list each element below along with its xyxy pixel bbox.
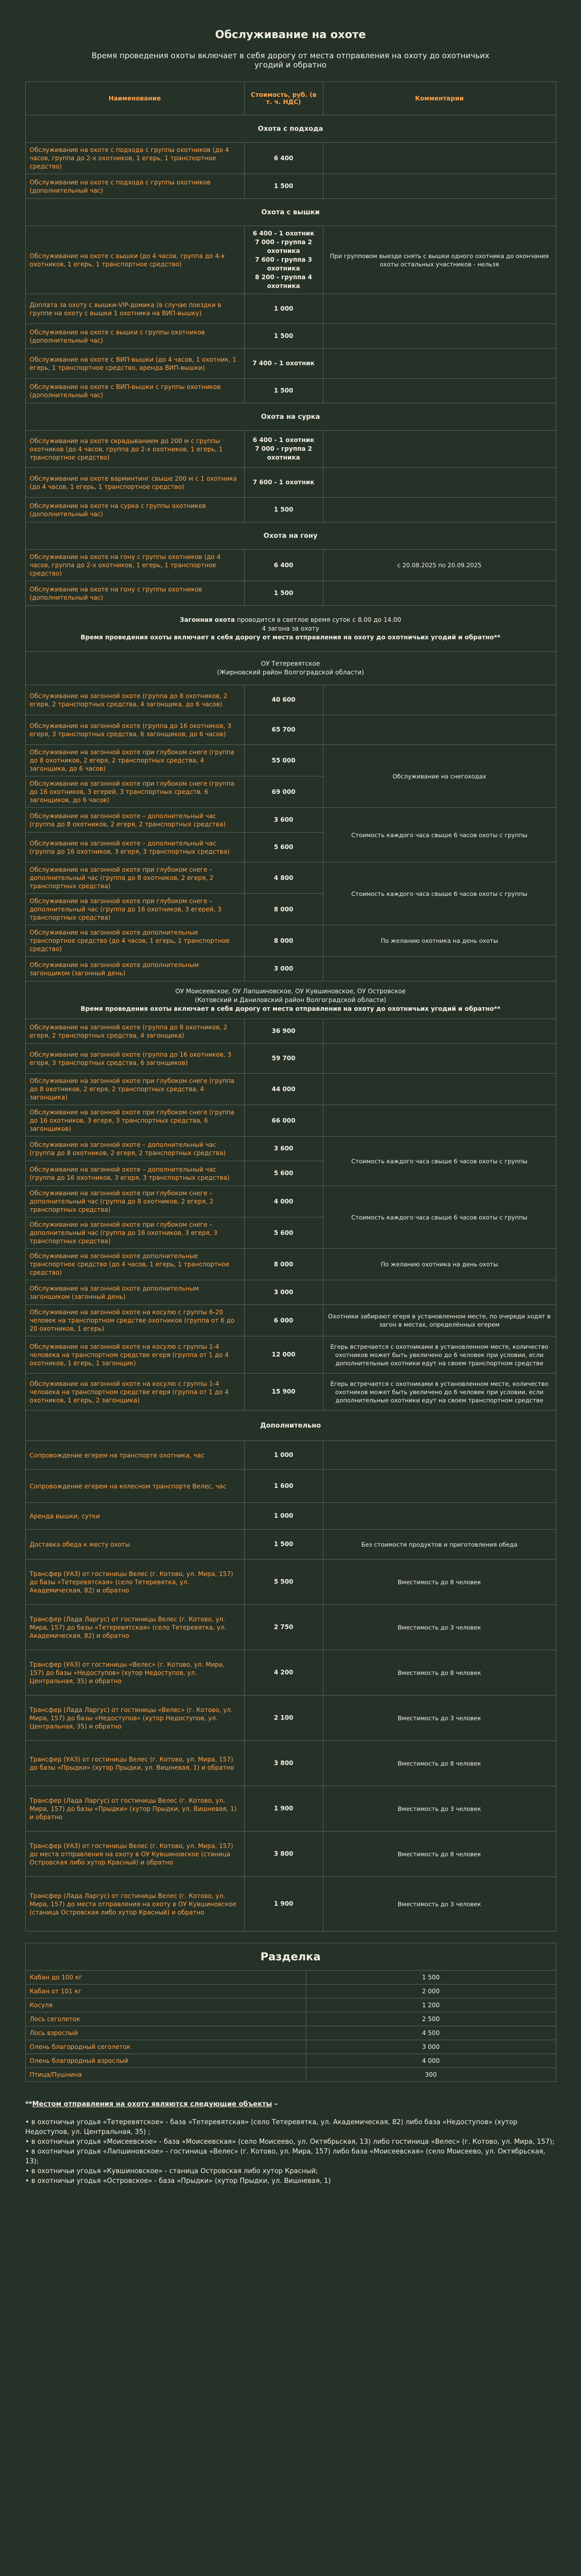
service-price: 3 600 [244, 1137, 323, 1161]
section-row [25, 199, 556, 226]
service-name: Трансфер (УАЗ) от гостиницы Велес (г. Котово, ул. Мира, 157) до базы «Прыдки» (хутор Прыдки, ул. Вишневая, 1) и обратно [25, 1741, 244, 1786]
price-table [25, 81, 556, 1931]
zagon-title-line: ОУ Тетеревятское [261, 660, 320, 667]
service-price: 1 500 [244, 498, 323, 522]
table-row [25, 143, 556, 174]
razdelka-price: 3 000 [306, 2040, 556, 2054]
service-price: 1 600 [244, 1470, 323, 1503]
service-name: Обслуживание на загонной охоте при глубоком снеге (группа до 16 охотников, 3 егерей, 3 транспортных средств, 6 загонщиков, до 6 часов) [25, 776, 244, 808]
service-name: Обслуживание на загонной охоте при глубоком снеге – дополнительный час (группа до 8 охотников, 2 егеря, 2 транспортных средства) [25, 1186, 244, 1217]
service-price: 1 500 [244, 324, 323, 349]
service-name: Обслуживание на охоте варминтинг свыше 200 м с 1 охотника (до 4 часов, 1 егерь, 1 транспортное средство) [25, 468, 244, 498]
service-name: Обслуживание на загонной охоте – дополнительный час (группа до 16 охотников, 3 егеря, 3 транспортных средства) [25, 833, 244, 862]
table-row [25, 1877, 556, 1931]
razdelka-price: 2 500 [306, 2012, 556, 2026]
service-price: 7 400 – 1 охотник [244, 349, 323, 379]
razdelka-row [25, 2068, 556, 2082]
service-comment: Егерь встречается с охотниками в установленном месте, количество охотников может быть увеличено до 6 человек при условии, если дополнительные охотники едут на своем транспортном средстве [323, 1374, 556, 1411]
service-name: Трансфер (Лада Ларгус) от гостиницы Велес (г. Котово, ул. Мира, 157) до места отправления на охоту в ОУ Кувшиновское (станица Островская либо хутор Красный) и обратно [25, 1877, 244, 1931]
zagon-info-hours: проводится в светлое время суток с 8.00 до 14.00 [235, 616, 401, 623]
table-row [25, 468, 556, 498]
service-name: Обслуживание на охоте с подхода с группы охотников (до 4 часов, группа до 2-х охотников, 1 егерь, 1 транспортное средство) [25, 143, 244, 174]
razdelka-row [25, 2026, 556, 2040]
footer-item: • в охотничьи угодья «Лапшиновское» - гостиница «Велес» (г. Котово, ул. Мира, 157) либо база «Моисеевская» (село Моисеево, ул. Октябрьская, 13); [25, 2148, 545, 2165]
service-comment [323, 1105, 556, 1137]
table-row [25, 1374, 556, 1411]
service-comment [323, 1470, 556, 1503]
razdelka-row [25, 2012, 556, 2026]
service-comment [323, 431, 556, 468]
section-row [25, 115, 556, 143]
service-name: Обслуживание на загонной охоте – дополнительный час (группа до 16 охотников, 3 егеря, 3 транспортных средства) [25, 1161, 244, 1186]
footer-item: • в охотничьи угодья «Моисеевское» - база «Моисеевская» (село Моисеево, ул. Октябрьская, 13) либо гостиница «Велес» (г. Котово, ул. Мира, 157); [25, 2138, 555, 2146]
table-row [25, 581, 556, 606]
service-name: Трансфер (УАЗ) от гостиницы Велес (г. Котово, ул. Мира, 157) до места отправления на охоту в ОУ Кувшиновское (станица Островская либо хутор Красный) и обратно [25, 1832, 244, 1877]
table-row [25, 1786, 556, 1832]
service-name: Обслуживание на загонной охоте дополнительным загонщиком (загонный день) [25, 1280, 244, 1305]
service-name: Трансфер (Лада Ларгус) от гостиницы Велес (г. Котово, ул. Мира, 157) до базы «Прыдки» (хутор Прыдки, ул. Вишневая, 1) и обратно [25, 1786, 244, 1832]
service-name: Обслуживание на загонной охоте при глубоком снеге (группа до 8 охотников, 2 егеря, 2 транспортных средства, 4 загонщика) [25, 1074, 244, 1105]
razdelka-table [25, 1943, 556, 2082]
header-name: Наименование [25, 82, 244, 115]
table-row [25, 1696, 556, 1741]
service-name: Обслуживание на загонной охоте на косулю с группы 1-4 человека на транспортном средстве егеря (группа от 1 до 4 охотников, 1 егерь, 1 загонщик) [25, 1336, 244, 1374]
service-name: Доплата за охоту с вышки-VIP-домика (в случае поездки в группе на охоту с вышки 1 охотника на ВИП-вышку) [25, 294, 244, 324]
table-row [25, 1305, 556, 1336]
service-comment: Вместимость до 8 человек [323, 1832, 556, 1877]
table-row [25, 957, 556, 981]
service-price: 1 500 [244, 581, 323, 606]
service-price: 7 600 - 1 охотник [244, 468, 323, 498]
zagon-title-line: Время проведения охоты включает в себя дорогу от места отправления на охоту до охотничьих угодий и обратно** [80, 1005, 501, 1012]
service-price: 15 900 [244, 1374, 323, 1411]
table-row [25, 715, 556, 745]
service-price: 66 000 [244, 1105, 323, 1137]
zagon-info-row [25, 606, 556, 652]
service-name: Обслуживание на загонной охоте дополнительные транспортное средство (до 4 часов, 1 егерь, 1 транспортное средство) [25, 925, 244, 957]
service-price: 2 750 [244, 1605, 323, 1650]
service-name: Обслуживание на охоте с вышки с группы охотников (дополнительный час) [25, 324, 244, 349]
service-comment [323, 1280, 556, 1305]
service-price: 1 500 [244, 174, 323, 199]
service-price: 3 800 [244, 1741, 323, 1786]
page-title: Обслуживание на охоте [215, 28, 366, 41]
service-name: Обслуживание на загонной охоте – дополнительный час (группа до 8 охотников, 2 егеря, 2 транспортных средства) [25, 808, 244, 833]
razdelka-name: Лось сеголеток [25, 2012, 306, 2026]
service-comment [323, 349, 556, 379]
service-comment: По желанию охотника на день охоты [323, 925, 556, 957]
section-title: Охота на сурка [25, 403, 556, 431]
table-row [25, 1832, 556, 1877]
service-price: 36 900 [244, 1019, 323, 1044]
razdelka-name: Кабан до 100 кг [25, 1971, 306, 1985]
service-name: Обслуживание на загонной охоте (группа до 16 охотников, 3 егеря, 3 транспортных средства, 6 загонщиков) [25, 1044, 244, 1074]
service-comment: Вместимость до 3 человек [323, 1877, 556, 1931]
service-comment: Стоимость каждого часа свыше 6 часов охоты с группы [323, 862, 556, 925]
service-price: 44 000 [244, 1074, 323, 1105]
section-title: Охота с вышки [25, 199, 556, 226]
table-row [25, 1336, 556, 1374]
zagon-title-row [25, 981, 556, 1019]
razdelka-price: 1 200 [306, 1998, 556, 2012]
service-comment: Вместимость до 3 человек [323, 1605, 556, 1650]
razdelka-row [25, 2040, 556, 2054]
footer-notes [25, 2082, 556, 2186]
service-comment: Егерь встречается с охотниками в установленном месте, количество охотников может быть увеличено до 6 человек при условии, если дополнительные охотники едут на своем транспортном средстве [323, 1336, 556, 1374]
service-price: 8 000 [244, 1249, 323, 1280]
razdelka-title-row [25, 1943, 556, 1971]
table-row [25, 1280, 556, 1305]
zagon-info-note: Время проведения охоты включает в себя дорогу от места отправления на охоту до охотничьих угодий и обратно** [80, 633, 501, 641]
zagon-info-count: 4 загона за охоту [262, 624, 319, 632]
zagon-title-line: (Жирновский район Волгоградской области) [217, 669, 364, 676]
footer-item: • в охотничьи угодья «Кувшиновское» - станица Островская либо хутор Красный; [25, 2167, 318, 2175]
section-title: Охота с подхода [25, 115, 556, 143]
service-name: Сопровождение егерем на транспорте охотника, час [25, 1441, 244, 1470]
service-price: 1 000 [244, 1441, 323, 1470]
service-name: Обслуживание на загонной охоте при глубоком снеге – дополнительный час (группа до 8 охотников, 2 егеря, 2 транспортных средства) [25, 862, 244, 894]
service-price: 3 000 [244, 957, 323, 981]
service-price: 5 600 [244, 833, 323, 862]
service-price: 3 800 [244, 1832, 323, 1877]
razdelka-title: Разделка [25, 1943, 556, 1971]
service-comment [323, 379, 556, 403]
service-name: Трансфер (УАЗ) от гостиницы Велес (г. Котово, ул. Мира, 157) до базы «Тетеревятская» (село Тетеревятка, ул. Академическая, 82) и обратно [25, 1560, 244, 1605]
service-comment: Вместимость до 8 человек [323, 1650, 556, 1696]
service-name: Аренда вышки, сутки [25, 1503, 244, 1530]
service-name: Обслуживание на загонной охоте дополнительные транспортное средство (до 4 часов, 1 егерь, 1 транспортное средство) [25, 1249, 244, 1280]
table-row [25, 349, 556, 379]
service-price: 3 000 [244, 1280, 323, 1305]
zagon-title-line: (Котовский и Даниловский район Волгоградской области) [195, 996, 386, 1004]
table-row [25, 1019, 556, 1044]
razdelka-name: Косуля [25, 1998, 306, 2012]
razdelka-row [25, 1998, 556, 2012]
zagon-title [25, 652, 556, 685]
table-row [25, 1503, 556, 1530]
service-price: 59 700 [244, 1044, 323, 1074]
service-price: 55 000 [244, 745, 323, 776]
zagon-info [25, 606, 556, 652]
service-comment: Стоимость каждого часа свыше 6 часов охоты с группы [323, 1186, 556, 1249]
service-price: 5 500 [244, 1560, 323, 1605]
service-comment [323, 468, 556, 498]
table-row [25, 685, 556, 715]
service-comment [323, 1044, 556, 1074]
service-name: Доставка обеда к месту охоты [25, 1530, 244, 1560]
table-row [25, 324, 556, 349]
service-name: Трансфер (Лада Ларгус) от гостиницы «Велес» (г. Котово, ул. Мира, 157) до базы «Недоступов» (хутор Недоступов, ул. Центральная, 35) и обратно [25, 1696, 244, 1741]
service-comment [323, 685, 556, 715]
service-comment [323, 174, 556, 199]
zagon-title-row [25, 652, 556, 685]
service-name: Обслуживание на загонной охоте (группа до 16 охотников, 3 егеря, 3 транспортных средства, 6 загонщиков, до 6 часов) [25, 715, 244, 745]
table-row [25, 498, 556, 522]
service-price: 69 000 [244, 776, 323, 808]
table-row [25, 1530, 556, 1560]
service-name: Сопровождение егерем на колесном транспорте Велес, час [25, 1470, 244, 1503]
table-row [25, 1044, 556, 1074]
service-price: 5 600 [244, 1217, 323, 1249]
service-comment [323, 581, 556, 606]
footer-heading-underlined: Местом отправления на охоту являются следующие объекты [32, 2100, 272, 2108]
footer-item: • в охотничьи угодья «Островское» - база «Прыдки» (хутор Прыдки, ул. Вишневая, 1) [25, 2177, 331, 2185]
service-comment: Охотники забирают егеря в установленном месте, по очереди ходят в загон в местах, определённых егерем [323, 1305, 556, 1336]
service-comment [323, 143, 556, 174]
table-row [25, 745, 556, 776]
service-name: Обслуживание на загонной охоте на косулю с группы 1-4 человека на транспортном средстве егеря (группа от 1 до 4 охотников, 1 егерь, 2 загонщика) [25, 1374, 244, 1411]
razdelka-name: Кабан от 101 кг [25, 1985, 306, 1998]
service-price: 6 400 - 1 охотник 7 000 - группа 2 охотника 7 600 - группа 3 охотника 8 200 - группа 4 охотника [244, 226, 323, 294]
service-name: Обслуживание на загонной охоте при глубоком снеге – дополнительный час (группа до 16 охотников, 3 егерей, 3 транспортных средства) [25, 894, 244, 925]
razdelka-price: 300 [306, 2068, 556, 2082]
service-price: 6 000 [244, 1305, 323, 1336]
service-comment: Вместимость до 3 человек [323, 1696, 556, 1741]
service-price: 1 500 [244, 379, 323, 403]
table-row [25, 1137, 556, 1161]
table-row [25, 808, 556, 833]
service-price: 1 900 [244, 1877, 323, 1931]
table-header-row [25, 82, 556, 115]
service-price: 8 000 [244, 894, 323, 925]
razdelka-price: 2 000 [306, 1985, 556, 1998]
service-comment [323, 1019, 556, 1044]
table-row [25, 1249, 556, 1280]
table-row [25, 1186, 556, 1217]
service-price: 1 000 [244, 294, 323, 324]
header-price: Стоимость, руб. (в т. ч. НДС) [244, 82, 323, 115]
service-price: 2 100 [244, 1696, 323, 1741]
service-name: Обслуживание на загонной охоте дополнительным загонщиком (загонный день) [25, 957, 244, 981]
header-comment: Комментарии [323, 82, 556, 115]
service-comment [323, 1074, 556, 1105]
section-row [25, 1411, 556, 1441]
table-row [25, 925, 556, 957]
table-row [25, 1605, 556, 1650]
service-name: Обслуживание на охоте с ВИП-вышки (до 4 часов, 1 охотник, 1 егерь, 1 транспортное средство, аренда ВИП-вышки) [25, 349, 244, 379]
table-row [25, 1741, 556, 1786]
service-name: Обслуживание на охоте на гону с группы охотников (дополнительный час) [25, 581, 244, 606]
service-name: Обслуживание на загонной охоте при глубоком снеге – дополнительный час (группа до 16 охотников, 3 егеря, 3 транспортных средства) [25, 1217, 244, 1249]
service-price: 4 200 [244, 1650, 323, 1696]
table-row [25, 862, 556, 894]
service-comment [323, 1441, 556, 1470]
service-comment: По желанию охотника на день охоты [323, 1249, 556, 1280]
service-name: Трансфер (Лада Ларгус) от гостиницы Велес (г. Котово, ул. Мира, 157) до базы «Тетеревятская» (село Тетеревятка, ул. Академическая, 82) и обратно [25, 1605, 244, 1650]
section-title: Охота на гону [25, 522, 556, 550]
razdelka-name: Лось взрослый [25, 2026, 306, 2040]
service-name: Обслуживание на загонной охоте при глубоком снеге (группа до 16 охотников, 3 егеря, 3 транспортных средства, 6 загонщиков) [25, 1105, 244, 1137]
footer-items [25, 2117, 556, 2186]
service-name: Обслуживание на охоте с ВИП-вышки с группы охотников (дополнительный час) [25, 379, 244, 403]
table-row [25, 1560, 556, 1605]
table-row [25, 379, 556, 403]
zagon-title [25, 981, 556, 1019]
service-name: Обслуживание на загонной охоте – дополнительный час (группа до 8 охотников, 2 егеря, 2 транспортных средства) [25, 1137, 244, 1161]
zagon-info-bold: Загонная охота [180, 616, 235, 623]
razdelka-price: 4 500 [306, 2026, 556, 2040]
service-comment: Вместимость до 8 человек [323, 1560, 556, 1605]
service-comment [323, 498, 556, 522]
service-name: Обслуживание на загонной охоте на косулю с группы 6-20 человек на транспортном средстве охотников (группа от 6 до 20 охотников, 1 егерь) [25, 1305, 244, 1336]
service-price: 1 900 [244, 1786, 323, 1832]
service-price: 4 000 [244, 1186, 323, 1217]
service-comment: с 20.08.2025 по 20.09.2025 [323, 550, 556, 581]
table-row [25, 1470, 556, 1503]
service-comment: Стоимость каждого часа свыше 6 часов охоты с группы [323, 808, 556, 862]
service-comment: При групповом выезде снять с вышки одного охотника до окончания охоты остальных участников - нельзя [323, 226, 556, 294]
service-price: 4 800 [244, 862, 323, 894]
page-subtitle: Время проведения охоты включает в себя дорогу от места отправления на охоту до охотничьих угодий и обратно [91, 51, 490, 70]
service-price: 6 400 [244, 550, 323, 581]
footer-item: • в охотничьи угодья «Тетеревятское» - база «Тетеревятская» (село Тетеревятка, ул. Академическая, 82) либо база «Недоступов» (хутор Недоступов, ул. Центральная, 35) ; [25, 2119, 518, 2136]
service-price: 65 700 [244, 715, 323, 745]
razdelka-row [25, 1971, 556, 1985]
table-row [25, 294, 556, 324]
table-row [25, 1105, 556, 1137]
service-name: Трансфер (УАЗ) от гостиницы «Велес» (г. Котово, ул. Мира, 157) до базы «Недоступов» (хутор Недоступов, ул. Центральная, 35) и обратно [25, 1650, 244, 1696]
table-row [25, 550, 556, 581]
service-comment [323, 294, 556, 324]
service-comment: Стоимость каждого часа свыше 6 часов охоты с группы [323, 1137, 556, 1186]
service-price: 6 400 [244, 143, 323, 174]
service-name: Обслуживание на загонной охоте при глубоком снеге (группа до 8 охотников, 2 егеря, 2 транспортных средства, 4 загонщика, до 6 часов) [25, 745, 244, 776]
footer-heading: **Местом отправления на охоту являются следующие объекты – [25, 2100, 278, 2108]
service-price: 8 000 [244, 925, 323, 957]
service-price: 12 000 [244, 1336, 323, 1374]
service-comment: Вместимость до 8 человек [323, 1741, 556, 1786]
table-row [25, 431, 556, 468]
service-comment: Обслуживание на снегоходах [323, 745, 556, 808]
table-row [25, 1074, 556, 1105]
razdelka-name: Олень благородный взрослый [25, 2054, 306, 2068]
service-price: 5 600 [244, 1161, 323, 1186]
service-name: Обслуживание на охоте скрадыванием до 200 м с группы охотников (до 4 часов, группа до 2-х охотников, 1 егерь, 1 транспортное средство) [25, 431, 244, 468]
service-price: 3 600 [244, 808, 323, 833]
table-row [25, 174, 556, 199]
razdelka-price: 4 000 [306, 2054, 556, 2068]
service-price: 40 600 [244, 685, 323, 715]
section-row [25, 403, 556, 431]
razdelka-name: Олень благородный сеголеток [25, 2040, 306, 2054]
zagon-title-line: ОУ Моисеевское, ОУ Лапшиновское, ОУ Кувшиновское, ОУ Островское [175, 987, 406, 995]
service-name: Обслуживание на загонной охоте (группа до 8 охотников, 2 егеря, 2 транспортных средства, 4 загонщика) [25, 1019, 244, 1044]
service-comment [323, 1503, 556, 1530]
section-row [25, 522, 556, 550]
razdelka-price: 1 500 [306, 1971, 556, 1985]
service-price: 1 000 [244, 1503, 323, 1530]
service-name: Обслуживание на охоте на сурка с группы охотников (дополнительный час) [25, 498, 244, 522]
table-row [25, 226, 556, 294]
service-comment: Без стоимости продуктов и приготовления обеда [323, 1530, 556, 1560]
service-comment [323, 715, 556, 745]
service-name: Обслуживание на охоте на гону с группы охотников (до 4 часов, группа до 2-х охотников, 1 егерь, 1 транспортное средство) [25, 550, 244, 581]
razdelka-row [25, 1985, 556, 1998]
razdelka-row [25, 2054, 556, 2068]
service-price: 6 400 - 1 охотник 7 000 - группа 2 охотника [244, 431, 323, 468]
service-name: Обслуживание на охоте с вышки (до 4 часов, группа до 4-х охотников, 1 егерь, 1 транспортное средство) [25, 226, 244, 294]
table-row [25, 1441, 556, 1470]
table-row [25, 1650, 556, 1696]
service-name: Обслуживание на загонной охоте (группа до 8 охотников, 2 егеря, 2 транспортных средства, 4 загонщика, до 6 часов) [25, 685, 244, 715]
service-price: 1 500 [244, 1530, 323, 1560]
service-comment: Вместимость до 3 человек [323, 1786, 556, 1832]
razdelka-name: Птица/Пушнина [25, 2068, 306, 2082]
service-comment [323, 957, 556, 981]
service-comment [323, 324, 556, 349]
section-title: Дополнительно [25, 1411, 556, 1441]
service-name: Обслуживание на охоте с подхода с группы охотников (дополнительный час) [25, 174, 244, 199]
